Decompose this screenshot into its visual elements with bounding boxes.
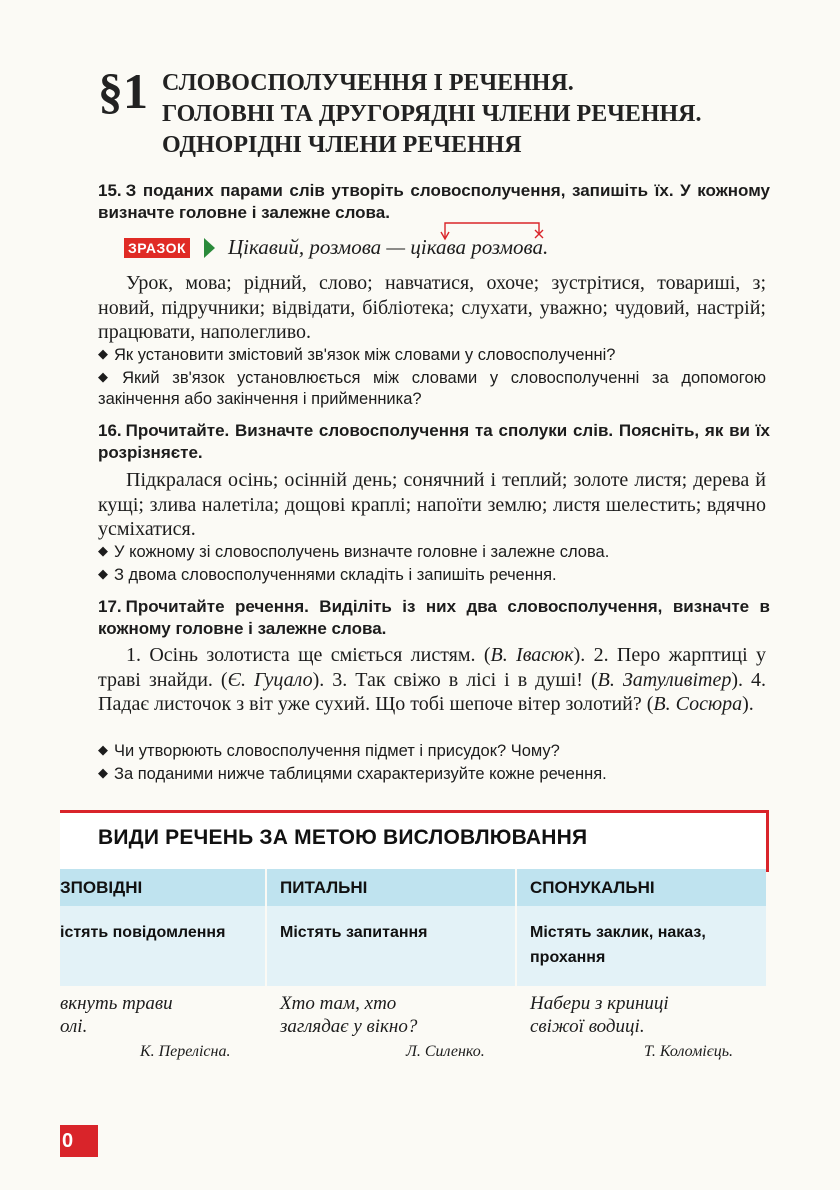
sentence-text: 1. Осінь золотиста ще сміється листям. ( [126, 644, 491, 666]
sample-arrow-icon [204, 238, 215, 258]
example-line: Набери з криниці [530, 993, 669, 1014]
question-text: За поданими нижче таблицями схарактеризуйте кожне речення. [114, 765, 607, 783]
task-17-sentences [98, 643, 766, 717]
bullet-diamond-icon: ◆ [98, 346, 108, 361]
column-divider [515, 869, 517, 986]
question-text: Як установити змістовий зв'язок між словами у словосполученні? [114, 346, 616, 364]
column-description: Містять запитання [280, 924, 428, 941]
column-head: СПОНУКАЛЬНІ [530, 878, 655, 897]
question-text: Чи утворюють словосполучення підмет і присудок? Чому? [114, 742, 560, 760]
table-header-row [60, 869, 766, 906]
task-16-phrases: Підкралася осінь; осінній день; сонячний і теплий; золоте листя; дерева й кущі; злива налетіла; дощові краплі; напоїти землю; листя шелестить; вдячно усміхатися. [98, 469, 766, 540]
sample-text: Цікавий, розмова — цікава розмова. [228, 235, 549, 259]
sentence-end: ). [312, 668, 333, 691]
task-instruction-text: Прочитайте речення. Виділіть із них два словосполучення, визначте в кожному головне і залежне слова. [98, 597, 770, 638]
section-title-line: ОДНОРІДНІ ЧЛЕНИ РЕЧЕННЯ [162, 132, 522, 158]
task-16-question-2 [98, 565, 766, 586]
section-title [162, 68, 702, 161]
column-example [280, 992, 417, 1038]
task-number: 17. [98, 597, 122, 616]
column-author: Т. Коломієць. [644, 1043, 733, 1060]
column-head: ПИТАЛЬНІ [280, 878, 368, 897]
task-15-words: Урок, мова; рідний, слово; навчатися, охоче; зустрітися, товариші, з; новий, підручники; відвідати, бібліотека; слухати, уважно; чудовий, настрій; працювати, наполегливо. [98, 272, 766, 343]
column-divider [265, 869, 267, 986]
sentence-end: ). [742, 693, 754, 715]
bullet-diamond-icon: ◆ [98, 765, 108, 780]
sentence-text: 3. Так свіжо в лісі і в душі! ( [332, 668, 598, 691]
bullet-diamond-icon: ◆ [98, 742, 108, 757]
question-text: У кожному зі словосполучень визначте головне і залежне слова. [114, 543, 610, 561]
sentence-author: В. Сосюра [653, 693, 743, 715]
column-description: істять повідомлення [60, 924, 226, 941]
question-text: Який зв'язок установлюється між словами у словосполученні за допомогою закінчення або закінчення і прийменника? [98, 369, 766, 408]
task-17-question-2 [98, 764, 766, 785]
bullet-diamond-icon: ◆ [98, 369, 117, 384]
task-17-question-1 [98, 741, 766, 762]
sentence-end: ). [573, 644, 594, 666]
question-text: З двома словосполученнями складіть і запишіть речення. [114, 566, 557, 584]
task-instruction-text: З поданих парами слів утворіть словосполучення, запишіть їх. У кожному визначте головне і залежне слова. [98, 181, 770, 222]
column-example [530, 992, 669, 1038]
sample-badge: ЗРАЗОК [124, 238, 190, 258]
example-line: вкнуть трави [60, 993, 173, 1014]
task-number: 16. [98, 421, 122, 440]
example-line: заглядає у вікно? [280, 1016, 418, 1037]
task-number: 15. [98, 181, 122, 200]
column-example [60, 992, 173, 1038]
example-line: олі. [60, 1016, 88, 1037]
task-16-question-1 [98, 542, 766, 563]
section-title-line: СЛОВОСПОЛУЧЕННЯ І РЕЧЕННЯ. [162, 70, 574, 96]
task-16-instruction [98, 420, 770, 464]
page-number: 0 [60, 1125, 98, 1157]
bullet-diamond-icon: ◆ [98, 566, 108, 581]
column-author: Л. Силенко. [406, 1043, 485, 1060]
task-15-question-2 [98, 368, 766, 410]
column-head: ЗПОВІДНІ [60, 878, 143, 897]
section-title-line: ГОЛОВНІ ТА ДРУГОРЯДНІ ЧЛЕНИ РЕЧЕННЯ. [162, 101, 702, 127]
sentence-author: В. Затуливітер [597, 668, 732, 691]
sentence-text: 2. Перо жарптиці у траві знайди. ( [98, 644, 767, 691]
sentence-text: 4. Падає листочок з віт уже сухий. Що тобі шепоче вітер золотий? ( [98, 668, 766, 715]
task-17-instruction [98, 596, 770, 640]
bullet-diamond-icon: ◆ [98, 543, 108, 558]
task-15-instruction [98, 180, 770, 224]
sentence-author: В. Івасюк [490, 644, 574, 666]
task-instruction-text: Прочитайте. Визначте словосполучення та сполуки слів. Поясніть, як ви їх розрізняєте. [98, 421, 770, 462]
task-15-question-1 [98, 345, 766, 366]
dependency-arrow-icon [437, 219, 557, 241]
example-line: свіжої водиці. [530, 1016, 645, 1037]
table-title: ВИДИ РЕЧЕНЬ ЗА МЕТОЮ ВИСЛОВЛЮВАННЯ [98, 826, 588, 849]
column-description: Містять заклик, наказ, прохання [530, 924, 706, 966]
sentence-end: ). [731, 668, 751, 691]
sentence-author: Є. Гуцало [227, 668, 313, 691]
section-number: §1 [98, 63, 148, 119]
column-author: К. Перелісна. [140, 1043, 231, 1060]
example-line: Хто там, хто [280, 993, 397, 1014]
